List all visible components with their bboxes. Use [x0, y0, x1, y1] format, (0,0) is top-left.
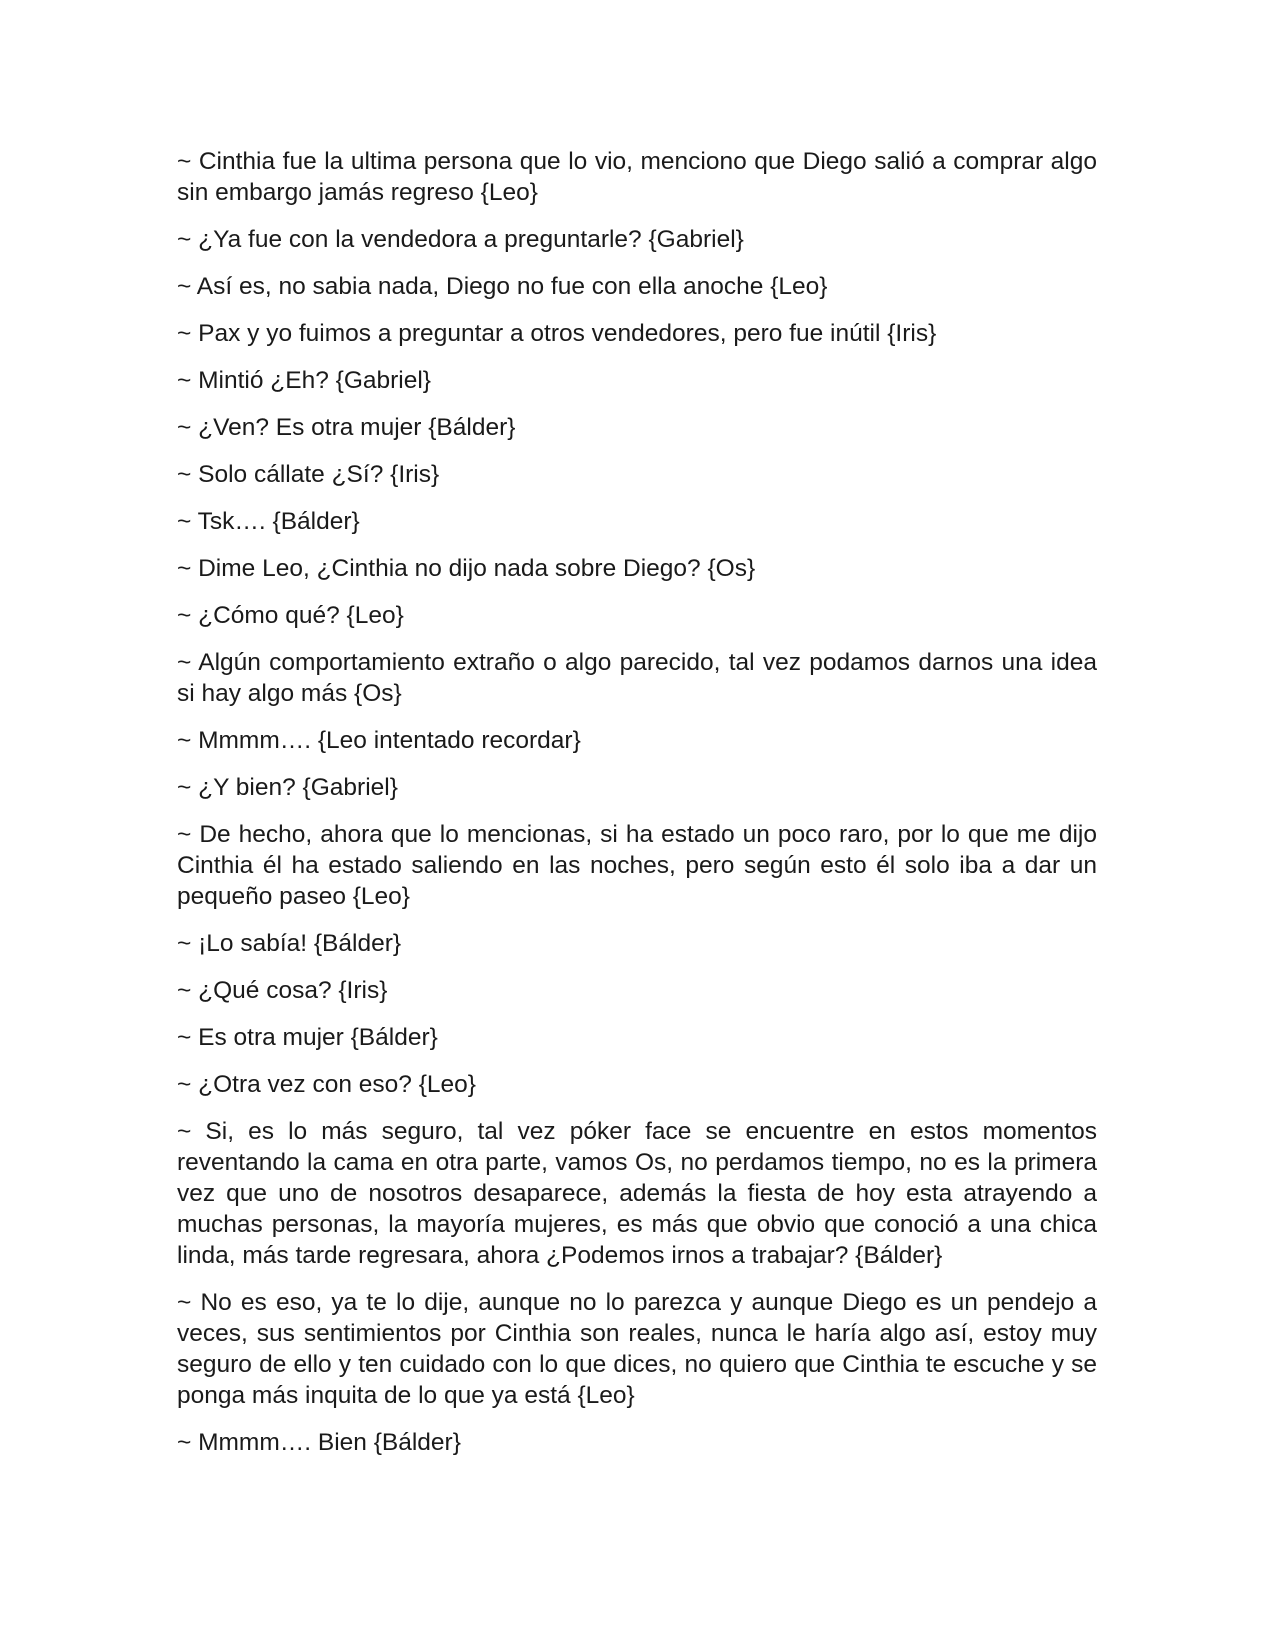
dialogue-line: ~ Solo cállate ¿Sí? {Iris}	[177, 461, 440, 488]
dialogue-line: ~ Algún comportamiento extraño o algo parecido, tal vez podamos darnos una idea si hay algo más {Os}	[177, 649, 1097, 707]
dialogue-line: ~ Pax y yo fuimos a preguntar a otros vendedores, pero fue inútil {Iris}	[177, 320, 937, 347]
dialogue-line: ~ ¿Ven? Es otra mujer {Bálder}	[177, 414, 516, 441]
dialogue-line: ~ Tsk…. {Bálder}	[177, 508, 360, 535]
dialogue-line: ~ Mmmm…. {Leo intentado recordar}	[177, 727, 581, 754]
dialogue-line: ~ Es otra mujer {Bálder}	[177, 1024, 438, 1051]
dialogue-line: ~ ¿Qué cosa? {Iris}	[177, 977, 388, 1004]
dialogue-line: ~ De hecho, ahora que lo mencionas, si ha estado un poco raro, por lo que me dijo Cinthia él ha estado saliendo en las noches, pero según esto él solo iba a dar un pequeño paseo {Leo}	[177, 821, 1097, 910]
dialogue-text	[177, 146, 1097, 1474]
dialogue-line: ~ Mmmm…. Bien {Bálder}	[177, 1429, 461, 1456]
dialogue-line: ~ Si, es lo más seguro, tal vez póker face se encuentre en estos momentos reventando la cama en otra parte, vamos Os, no perdamos tiempo, no es la primera vez que uno de nosotros desaparece, además la fiesta de hoy esta atrayendo a muchas personas, la mayoría mujeres, es más que obvio que conoció a una chica linda, más tarde regresara, ahora ¿Podemos irnos a trabajar? {Bálder}	[177, 1118, 1097, 1269]
dialogue-line: ~ ¿Otra vez con eso? {Leo}	[177, 1071, 476, 1098]
dialogue-line: ~ ¡Lo sabía! {Bálder}	[177, 930, 402, 957]
dialogue-line: ~ ¿Ya fue con la vendedora a preguntarle? {Gabriel}	[177, 226, 744, 253]
dialogue-line: ~ Así es, no sabia nada, Diego no fue con ella anoche {Leo}	[177, 273, 828, 300]
dialogue-line: ~ ¿Cómo qué? {Leo}	[177, 602, 404, 629]
dialogue-line: ~ Mintió ¿Eh? {Gabriel}	[177, 367, 431, 394]
dialogue-line: ~ ¿Y bien? {Gabriel}	[177, 774, 398, 801]
dialogue-line: ~ Cinthia fue la ultima persona que lo vio, menciono que Diego salió a comprar algo sin embargo jamás regreso {Leo}	[177, 148, 1097, 206]
dialogue-line: ~ No es eso, ya te lo dije, aunque no lo parezca y aunque Diego es un pendejo a veces, sus sentimientos por Cinthia son reales, nunca le haría algo así, estoy muy seguro de ello y ten cuidado con lo que dices, no quiero que Cinthia te escuche y se ponga más inquita de lo que ya está {Leo}	[177, 1289, 1097, 1409]
dialogue-line: ~ Dime Leo, ¿Cinthia no dijo nada sobre Diego? {Os}	[177, 555, 756, 582]
